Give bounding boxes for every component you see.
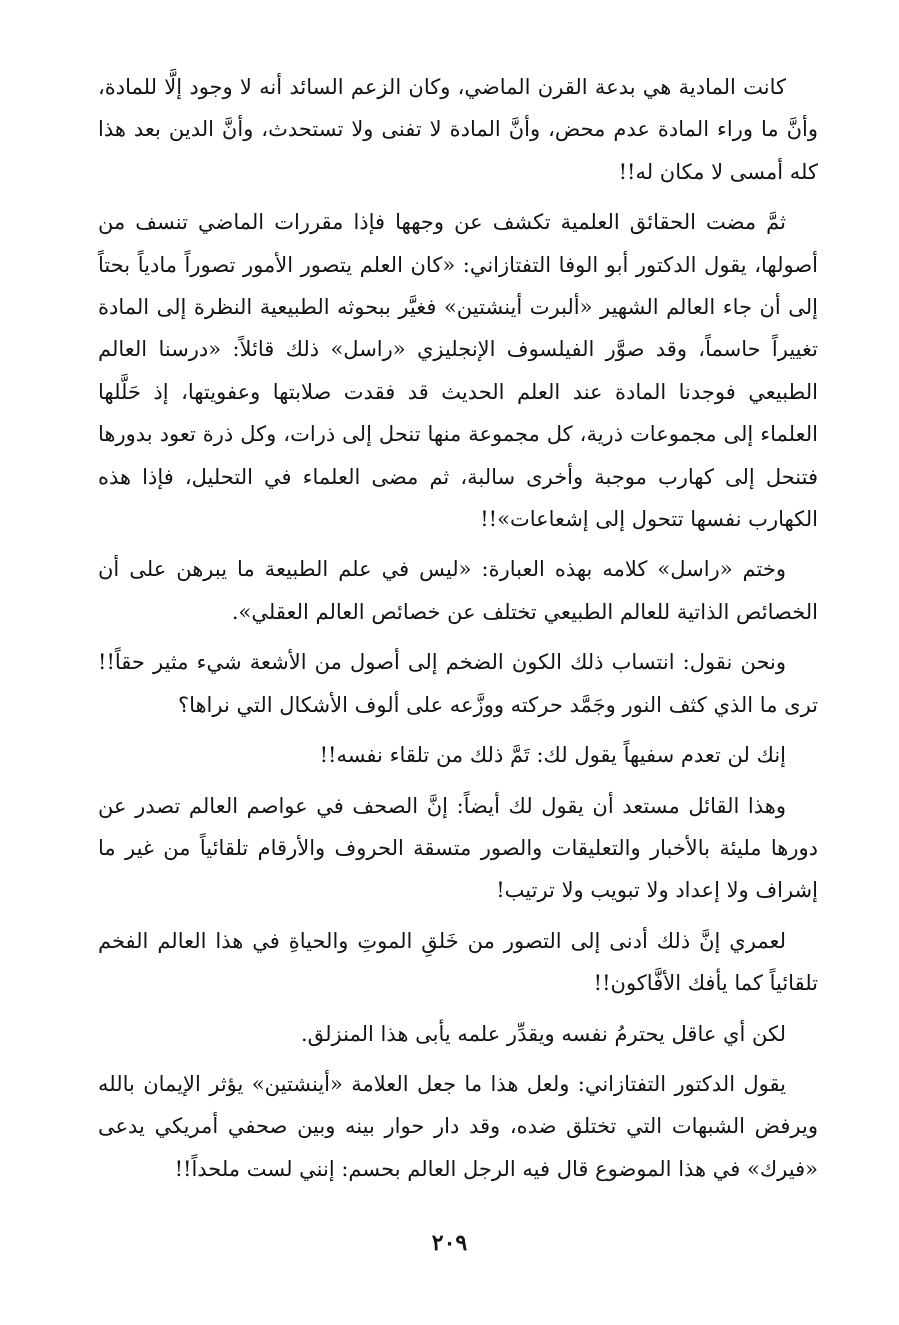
paragraph-4: ونحن نقول: انتساب ذلك الكون الضخم إلى أصول من الأشعة شيء مثير حقاً!! ترى ما الذي كثف النور وجَمَّد حركته ووزَّعه على ألوف الأشكال التي نراها؟ [98,650,818,717]
paragraph-7: لعمري إنَّ ذلك أدنى إلى التصور من خَلقِ الموتِ والحياةِ في هذا العالم الفخم تلقائياً كما يأفك الأفَّاكون!! [98,928,818,996]
paragraph-8: لكن أي عاقل يحترمُ نفسه ويقدِّر علمه يأبى هذا المنزلق. [300,1021,786,1046]
paragraph-5: إنك لن تعدم سفيهاً يقول لك: تَمَّ ذلك من تلقاء نفسه!! [319,743,786,768]
body-text [98,66,818,1198]
paragraph-2: ثمَّ مضت الحقائق العلمية تكشف عن وجهها فإذا مقررات الماضي تنسف من أصولها، يقول الدكتور أبو الوفا التفتازاني: «كان العلم يتصور الأمور تصوراً مادياً بحتاً إلى أن جاء العالم الشهير «ألبرت أينشتين» فغيَّر ببحوثه الطبيعية النظرة إلى المادة تغييراً حاسماً، وقد صوَّر الفيلسوف الإنجليزي «راسل» ذلك قائلاً: «درسنا العالم الطبيعي فوجدنا المادة عند العلم الحديث قد فقدت صلابتها وعفويتها، إذ حَلَّلها العلماء إلى مجموعات ذرية، كل مجموعة منها تنحل إلى ذرات، وكل ذرة تعود بدورها فتنحل إلى كهارب موجبة وأخرى سالبة، ثم مضى العلماء في التحليل، فإذا هذه الكهارب نفسها تتحول إلى إشعاعات»!! [98,210,818,532]
paragraph-1: كانت المادية هي بدعة القرن الماضي، وكان الزعم السائد أنه لا وجود إلَّا للمادة، وأنَّ ما وراء المادة عدم محض، وأنَّ المادة لا تفنى ولا تستحدث، وأنَّ الدين بعد هذا كله أمسى لا مكان له!! [98,75,818,184]
paragraph-3: وختم «راسل» كلامه بهذه العبارة: «ليس في علم الطبيعة ما يبرهن على أن الخصائص الذاتية للعالم الطبيعي تختلف عن خصائص العالم العقلي». [98,557,818,624]
paragraph-6: وهذا القائل مستعد أن يقول لك أيضاً: إنَّ الصحف في عواصم العالم تصدر عن دورها مليئة بالأخبار والتعليقات والصور متسقة الحروف والأرقام تلقائياً من غير ما إشراف ولا إعداد ولا تبويب ولا ترتيب! [98,793,818,903]
paragraph-9: يقول الدكتور التفتازاني: ولعل هذا ما جعل العلامة «أينشتين» يؤثر الإيمان بالله ويرفض الشبهات التي تختلق ضده، وقد دار حوار بينه وبين صحفي أمريكي يدعى «فيرك» في هذا الموضوع قال فيه الرجل العالم بحسم: إنني لست ملحداً!! [98,1071,818,1181]
page-number: ٢٠٩ [431,1230,468,1256]
